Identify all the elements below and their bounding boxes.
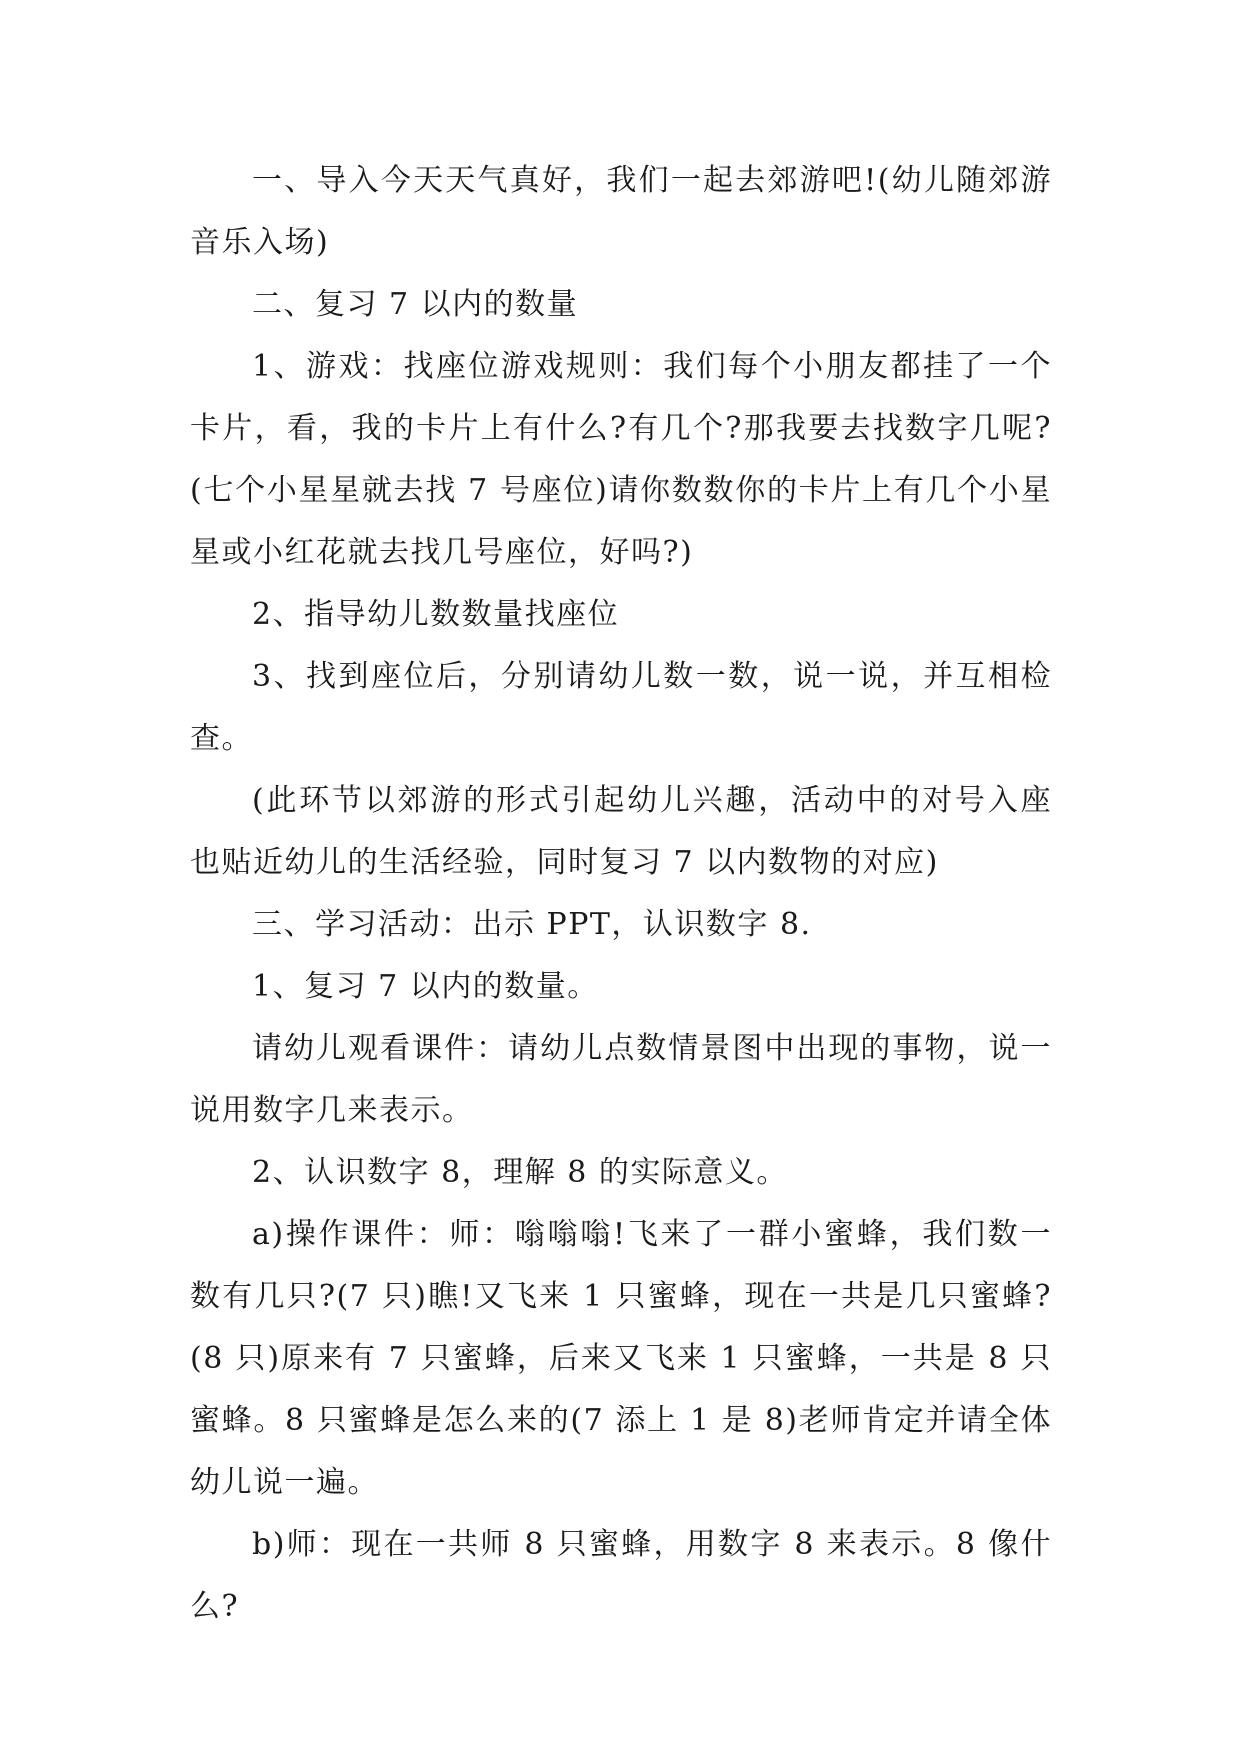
paragraph-intro: 一、导入今天天气真好，我们一起去郊游吧!(幼儿随郊游音乐入场) — [190, 163, 1052, 260]
paragraph-courseware: 请幼儿观看课件：请幼儿点数情景图中出现的事物，说一说用数字几来表示。 — [190, 1031, 1052, 1128]
paragraph-review-7: 1、复习 7 以内的数量。 — [252, 969, 599, 1004]
paragraph-guide: 2、指导幼儿数数量找座位 — [252, 597, 620, 632]
paragraph-bees: a)操作课件：师：嗡嗡嗡!飞来了一群小蜜蜂，我们数一数有几只?(7 只)瞧!又飞来 1 只蜜蜂，现在一共是几只蜜蜂?(8 只)原来有 7 只蜜蜂，后来又飞来 1 只蜜蜂，一共是 8 只蜜蜂。8 只蜜蜂是怎么来的(7 添上 1 是 8)老师肯定并请全体幼儿说一遍。 — [190, 1217, 1052, 1500]
paragraph-what-like: b)师：现在一共师 8 只蜜蜂，用数字 8 来表示。8 像什么? — [190, 1527, 1052, 1624]
paragraph-note: (此环节以郊游的形式引起幼儿兴趣，活动中的对号入座也贴近幼儿的生活经验，同时复习 7 以内数物的对应) — [190, 783, 1052, 880]
paragraph-learning-heading: 三、学习活动：出示 PPT，认识数字 8. — [252, 907, 812, 942]
paragraph-check: 3、找到座位后，分别请幼儿数一数，说一说，并互相检查。 — [190, 659, 1052, 756]
paragraph-review-heading: 二、复习 7 以内的数量 — [252, 287, 579, 322]
document-body — [190, 150, 1052, 1638]
paragraph-number-8: 2、认识数字 8，理解 8 的实际意义。 — [252, 1155, 788, 1190]
paragraph-game: 1、游戏：找座位游戏规则：我们每个小朋友都挂了一个卡片，看，我的卡片上有什么?有几个?那我要去找数字几呢?(七个小星星就去找 7 号座位)请你数数你的卡片上有几个小星星或小红花就去找几号座位，好吗?) — [190, 349, 1052, 570]
